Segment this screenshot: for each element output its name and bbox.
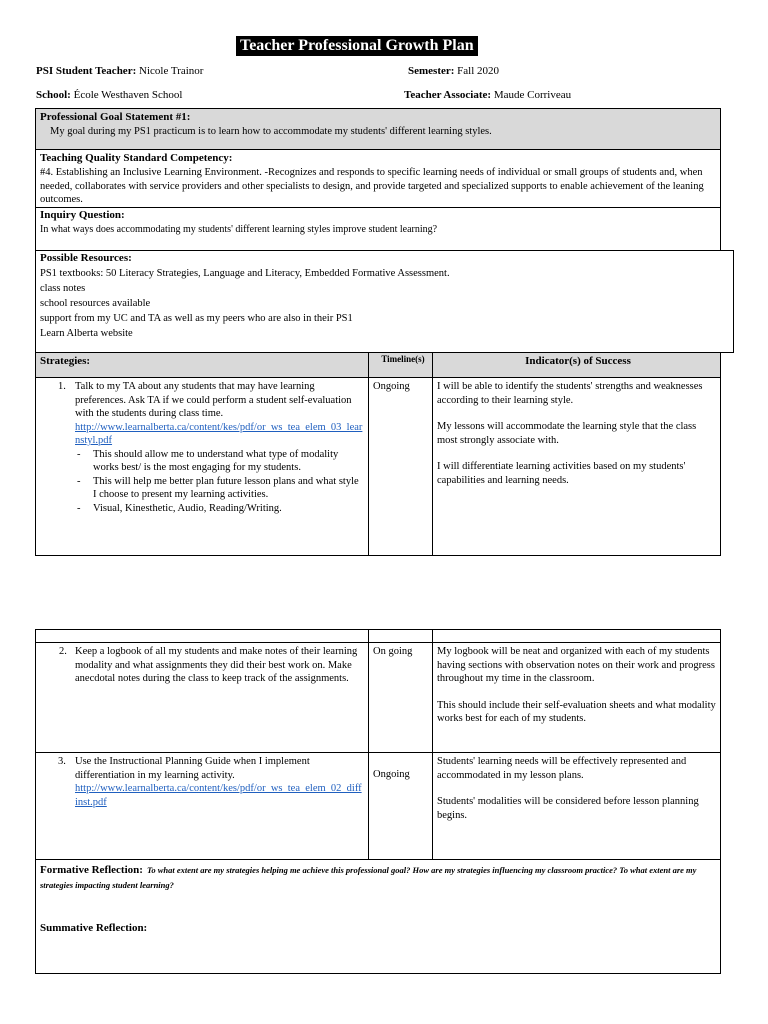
competency-text: #4. Establishing an Inclusive Learning Environment. -Recognizes and responds to specific learning needs of individual or small groups of students and, when needed, collaborates with service providers and other specialists to design, and provide targeted and specialized supports to enable achievement of the leaning outcomes.: [40, 167, 704, 205]
resource-item: school resources available: [40, 298, 151, 309]
teacher-associate-label: Teacher Associate:: [404, 89, 492, 101]
indicator-text: My lessons will accommodate the learning style that the class most strongly associate with.: [437, 421, 697, 446]
strategy-cell-1: [75, 380, 363, 515]
indicators-column-header: Indicator(s) of Success: [525, 355, 631, 367]
indicator-text: Students' modalities will be considered before lesson planning begins.: [437, 796, 699, 821]
timeline-value: Ongoing: [373, 769, 410, 780]
indicator-text: Students' learning needs will be effectively represented and accommodated in my lesson plans.: [437, 756, 687, 781]
bullet-item: - Visual, Kinesthetic, Audio, Reading/Writing.: [93, 502, 363, 516]
formative-reflection: [40, 862, 716, 892]
strategy-text: Keep a logbook of all my students and make notes of their learning modality and what assignments they did their best work on. Make anecdotal notes during the class to keep track of the assignments.: [75, 646, 358, 684]
student-teacher-value: Nicole Trainor: [139, 65, 204, 77]
resources-label: Possible Resources:: [40, 252, 132, 264]
strategy-number: 1.: [58, 381, 66, 392]
school-label: School:: [36, 89, 71, 101]
timeline-column-header: Timeline(s): [381, 354, 425, 364]
competency-label: Teaching Quality Standard Competency:: [40, 152, 233, 164]
timeline-value: Ongoing: [373, 381, 410, 392]
strategies-header-row: [35, 352, 721, 378]
resources-list: [40, 266, 720, 341]
strategy-number: 2.: [59, 646, 67, 657]
strategy-text: Use the Instructional Planning Guide when I implement differentiation in my learning activity.: [75, 756, 310, 781]
indicators-cell-2: [437, 645, 717, 726]
bullet-item: - This should allow me to understand what type of modality works best/ is the most engaging for my students.: [93, 448, 363, 475]
inquiry-text: In what ways does accommodating my students' different learning styles improve student learning?: [40, 224, 438, 235]
indicator-text: I will be able to identify the students' strengths and weaknesses according to their learning style.: [437, 381, 703, 406]
semester-label: Semester:: [408, 65, 455, 77]
school-value: École Westhaven School: [73, 89, 183, 101]
resource-item: PS1 textbooks: 50 Literacy Strategies, Language and Literacy, Embedded Formative Assessment.: [40, 268, 450, 279]
student-teacher-label: PSI Student Teacher:: [36, 65, 137, 77]
strategy-cell-3: [75, 755, 363, 809]
indicators-cell-1: [437, 380, 717, 487]
indicator-text: This should include their self-evaluation sheets and what modality works best for each of my students.: [437, 699, 716, 724]
indicator-text: My logbook will be neat and organized with each of my students having sections with observation notes on their work and progress throughout my time in the classroom.: [437, 646, 715, 684]
diffinst-link[interactable]: http://www.learnalberta.ca/content/kes/pdf/or_ws_tea_elem_02_diffinst.pdf: [75, 783, 362, 808]
resource-item: support from my UC and TA as well as my peers who are also in their PS1: [40, 313, 353, 324]
bullet-item: - This will help me better plan future lesson plans and what style I choose to present my learning activities.: [93, 475, 363, 502]
formative-label: Formative Reflection:: [40, 864, 143, 876]
indicators-cell-3: [437, 755, 717, 822]
strategy-text: Talk to my TA about any students that may have learning preferences. Ask TA if we could perform a student self-evaluation with the students during class time.: [75, 381, 352, 419]
goal-text: My goal during my PS1 practicum is to learn how to accommodate my students' different learning styles.: [50, 126, 492, 137]
summative-label: Summative Reflection:: [40, 922, 148, 934]
semester-line: [408, 65, 499, 77]
formative-prompt: To what extent are my strategies helping me achieve this professional goal? How are my strategies influencing my classroom practice? To what extent are my strategies impacting student learning?: [40, 865, 697, 890]
inquiry-label: Inquiry Question:: [40, 209, 125, 221]
resource-item: class notes: [40, 283, 86, 294]
timeline-value: On going: [373, 646, 413, 657]
student-teacher-line: [36, 65, 203, 77]
continuation-row: [35, 629, 721, 643]
strategy-bullets: [75, 448, 363, 516]
strategy-number: 3.: [58, 756, 66, 767]
competency-section: [35, 149, 721, 208]
goal-section: [35, 108, 721, 150]
strategies-column-header: Strategies:: [40, 355, 91, 367]
teacher-associate-line: [404, 89, 571, 101]
teacher-associate-value: Maude Corriveau: [493, 89, 572, 101]
indicator-text: I will differentiate learning activities based on my students' capabilities and learning needs.: [437, 461, 686, 486]
document-title: Teacher Professional Growth Plan: [236, 36, 478, 56]
goal-label: Professional Goal Statement #1:: [40, 111, 191, 123]
resource-item: Learn Alberta website: [40, 328, 133, 339]
school-line: [36, 89, 182, 101]
semester-value: Fall 2020: [457, 65, 500, 77]
resources-section: [35, 250, 734, 353]
reflection-section: [35, 859, 721, 974]
learnstyl-link[interactable]: http://www.learnalberta.ca/content/kes/pdf/or_ws_tea_elem_03_learnstyl.pdf: [75, 421, 363, 446]
inquiry-section: [35, 207, 721, 251]
